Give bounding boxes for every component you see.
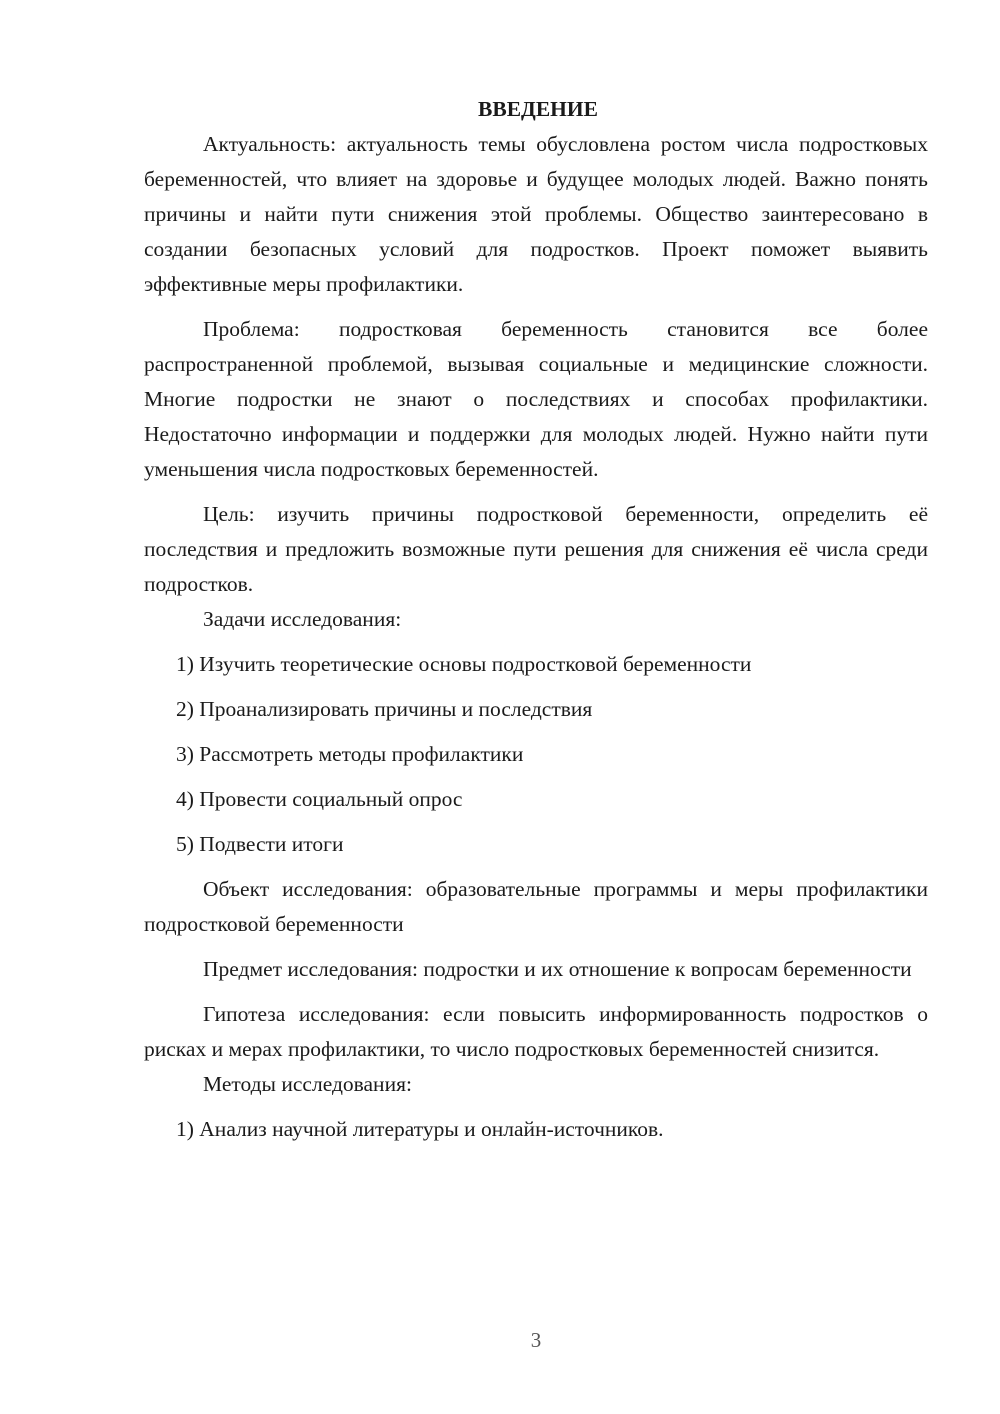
task-item-5: 5) Подвести итоги — [176, 832, 344, 856]
problem-paragraph: Проблема: подростковая беременность становится все более распространенной проблемой, вызывая социальные и медицинские сложности. Многие подростки не знают о последствиях и способах профилактики. Недостаточно информации и поддержки для молодых людей. Нужно найти пути уменьшения числа подростковых беременностей. — [144, 317, 928, 481]
methods-label: Методы исследования: — [203, 1072, 412, 1096]
tasks-label: Задачи исследования: — [203, 607, 402, 631]
task-item-1: 1) Изучить теоретические основы подростковой беременности — [176, 652, 752, 676]
method-item-1: 1) Анализ научной литературы и онлайн-источников. — [176, 1117, 664, 1141]
hypothesis-paragraph: Гипотеза исследования: если повысить информированность подростков о рисках и мерах профилактики, то число подростковых беременностей снизится. — [144, 1002, 928, 1061]
task-item-2: 2) Проанализировать причины и последствия — [176, 697, 593, 721]
goal-paragraph: Цель: изучить причины подростковой беременности, определить её последствия и предложить возможные пути решения для снижения её числа среди подростков. — [144, 502, 928, 596]
relevance-paragraph: Актуальность: актуальность темы обусловлена ростом числа подростковых беременностей, что влияет на здоровье и будущее молодых людей. Важно понять причины и найти пути снижения этой проблемы. Общество заинтересовано в создании безопасных условий для подростков. Проект поможет выявить эффективные меры профилактики. — [144, 132, 928, 296]
subject-paragraph: Предмет исследования: подростки и их отношение к вопросам беременности — [203, 957, 912, 981]
section-title: ВВЕДЕНИЕ — [478, 97, 598, 121]
object-paragraph: Объект исследования: образовательные программы и меры профилактики подростковой беременности — [144, 877, 928, 936]
page-number: 3 — [530, 1328, 542, 1352]
task-item-3: 3) Рассмотреть методы профилактики — [176, 742, 524, 766]
page-content — [144, 92, 928, 1147]
task-item-4: 4) Провести социальный опрос — [176, 787, 463, 811]
